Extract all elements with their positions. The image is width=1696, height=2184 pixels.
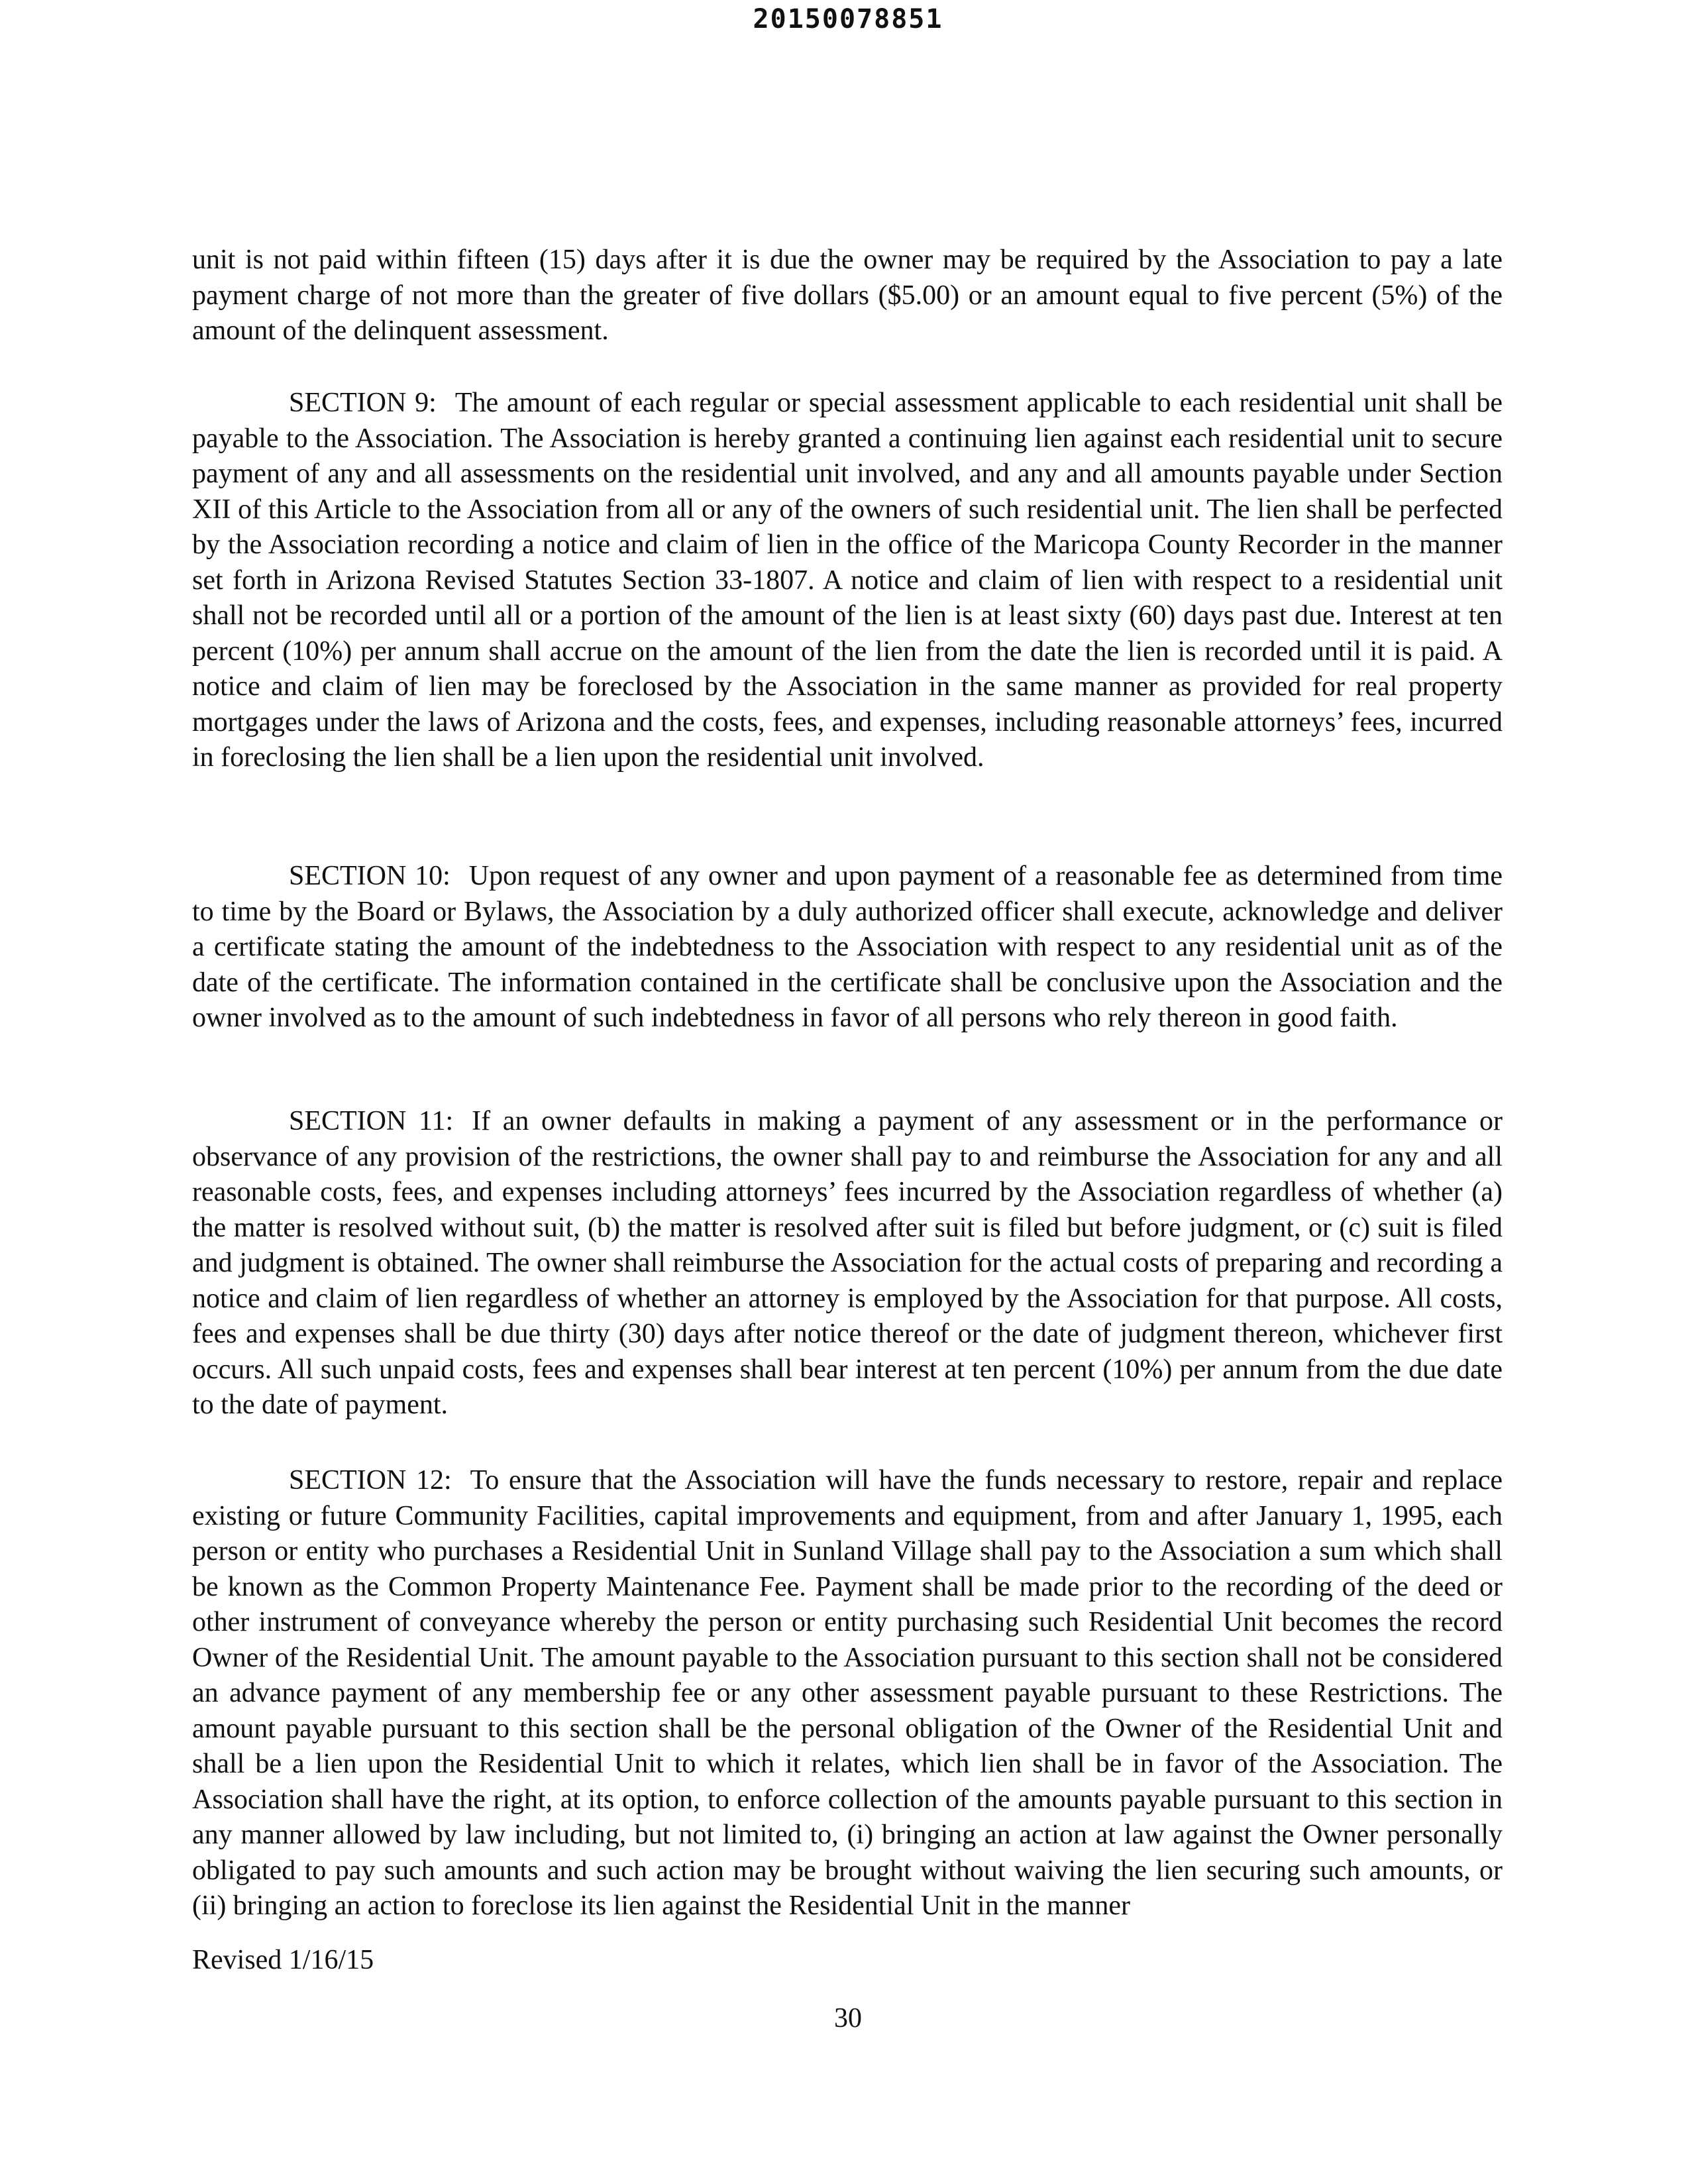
section-9-text: The amount of each regular or special assessment applicable to each residential unit shall be payable to the Association. The Association is hereby granted a continuing lien against each residential unit to secure payment of any and all assessments on the residential unit involved, and any and all amounts payable under Section XII of this Article to the Association from all or any of the owners of such residential unit. The lien shall be perfected by the Association recording a notice and claim of lien in the office of the Maricopa County Recorder in the manner set forth in Arizona Revised Statutes Section 33-1807. A notice and claim of lien with respect to a residential unit shall not be recorded until all or a portion of the amount of the lien is at least sixty (60) days past due. Interest at ten percent (10%) per annum shall accrue on the amount of the lien from the date the lien is recorded until it is paid. A notice and claim of lien may be foreclosed by the Association in the same manner as provided for real property mortgages under the laws of Arizona and the costs, fees, and expenses, including reasonable attorneys’ fees, incurred in foreclosing the lien shall be a lien upon the residential unit involved. xyxy=(192,388,1503,773)
document-number: 20150078851 xyxy=(753,4,943,34)
section-11-paragraph xyxy=(192,1104,1503,1423)
section-10-label: SECTION 10: xyxy=(289,861,450,891)
section-9-label: SECTION 9: xyxy=(289,388,437,418)
page-number: 30 xyxy=(834,2003,862,2034)
continuation-paragraph: unit is not paid within fifteen (15) days after it is due the owner may be required by the Association to pay a late payment charge of not more than the greater of five dollars ($5.00) or an amount equal to five percent (5%) of the amount of the delinquent assessment. xyxy=(192,245,1503,346)
section-10-paragraph xyxy=(192,859,1503,1036)
section-10-text: Upon request of any owner and upon payment of a reasonable fee as determined from time to time by the Board or Bylaws, the Association by a duly authorized officer shall execute, acknowledge and deliver a certificate stating the amount of the indebtedness to the Association with respect to any residential unit as of the date of the certificate. The information contained in the certificate shall be conclusive upon the Association and the owner involved as to the amount of such indebtedness in favor of all persons who rely thereon in good faith. xyxy=(192,861,1503,1033)
section-12-text: To ensure that the Association will have the funds necessary to restore, repair and replace existing or future Community Facilities, capital improvements and equipment, from and after January 1, 1995, each person or entity who purchases a Residential Unit in Sunland Village shall pay to the Association a sum which shall be known as the Common Property Maintenance Fee. Payment shall be made prior to the recording of the deed or other instrument of conveyance whereby the person or entity purchasing such Residential Unit becomes the record Owner of the Residential Unit. The amount payable to the Association pursuant to this section shall not be considered an advance payment of any membership fee or any other assessment payable pursuant to these Restrictions. The amount payable pursuant to this section shall be the personal obligation of the Owner of the Residential Unit and shall be a lien upon the Residential Unit to which it relates, which lien shall be in favor of the Association. The Association shall have the right, at its option, to enforce collection of the amounts payable pursuant to this section in any manner allowed by law including, but not limited to, (i) bringing an action at law against the Owner personally obligated to pay such amounts and such action may be brought without waiving the lien securing such amounts, or (ii) bringing an action to foreclose its lien against the Residential Unit in the manner xyxy=(192,1465,1503,1921)
section-12-paragraph xyxy=(192,1463,1503,1924)
section-11-text: If an owner defaults in making a payment of any assessment or in the performance or observance of any provision of the restrictions, the owner shall pay to and reimburse the Association for any and all reasonable costs, fees, and expenses including attorneys’ fees incurred by the Association regardless of whether (a) the matter is resolved without suit, (b) the matter is resolved after suit is filed but before judgment, or (c) suit is filed and judgment is obtained. The owner shall reimburse the Association for the actual costs of preparing and recording a notice and claim of lien regardless of whether an attorney is employed by the Association for that purpose. All costs, fees and expenses shall be due thirty (30) days after notice thereof or the date of judgment thereon, whichever first occurs. All such unpaid costs, fees and expenses shall bear interest at ten percent (10%) per annum from the due date to the date of payment. xyxy=(192,1106,1503,1420)
section-12-label: SECTION 12: xyxy=(289,1465,452,1496)
revision-date: Revised 1/16/15 xyxy=(192,1945,374,1975)
section-11-label: SECTION 11: xyxy=(289,1106,454,1136)
section-9-paragraph xyxy=(192,386,1503,776)
